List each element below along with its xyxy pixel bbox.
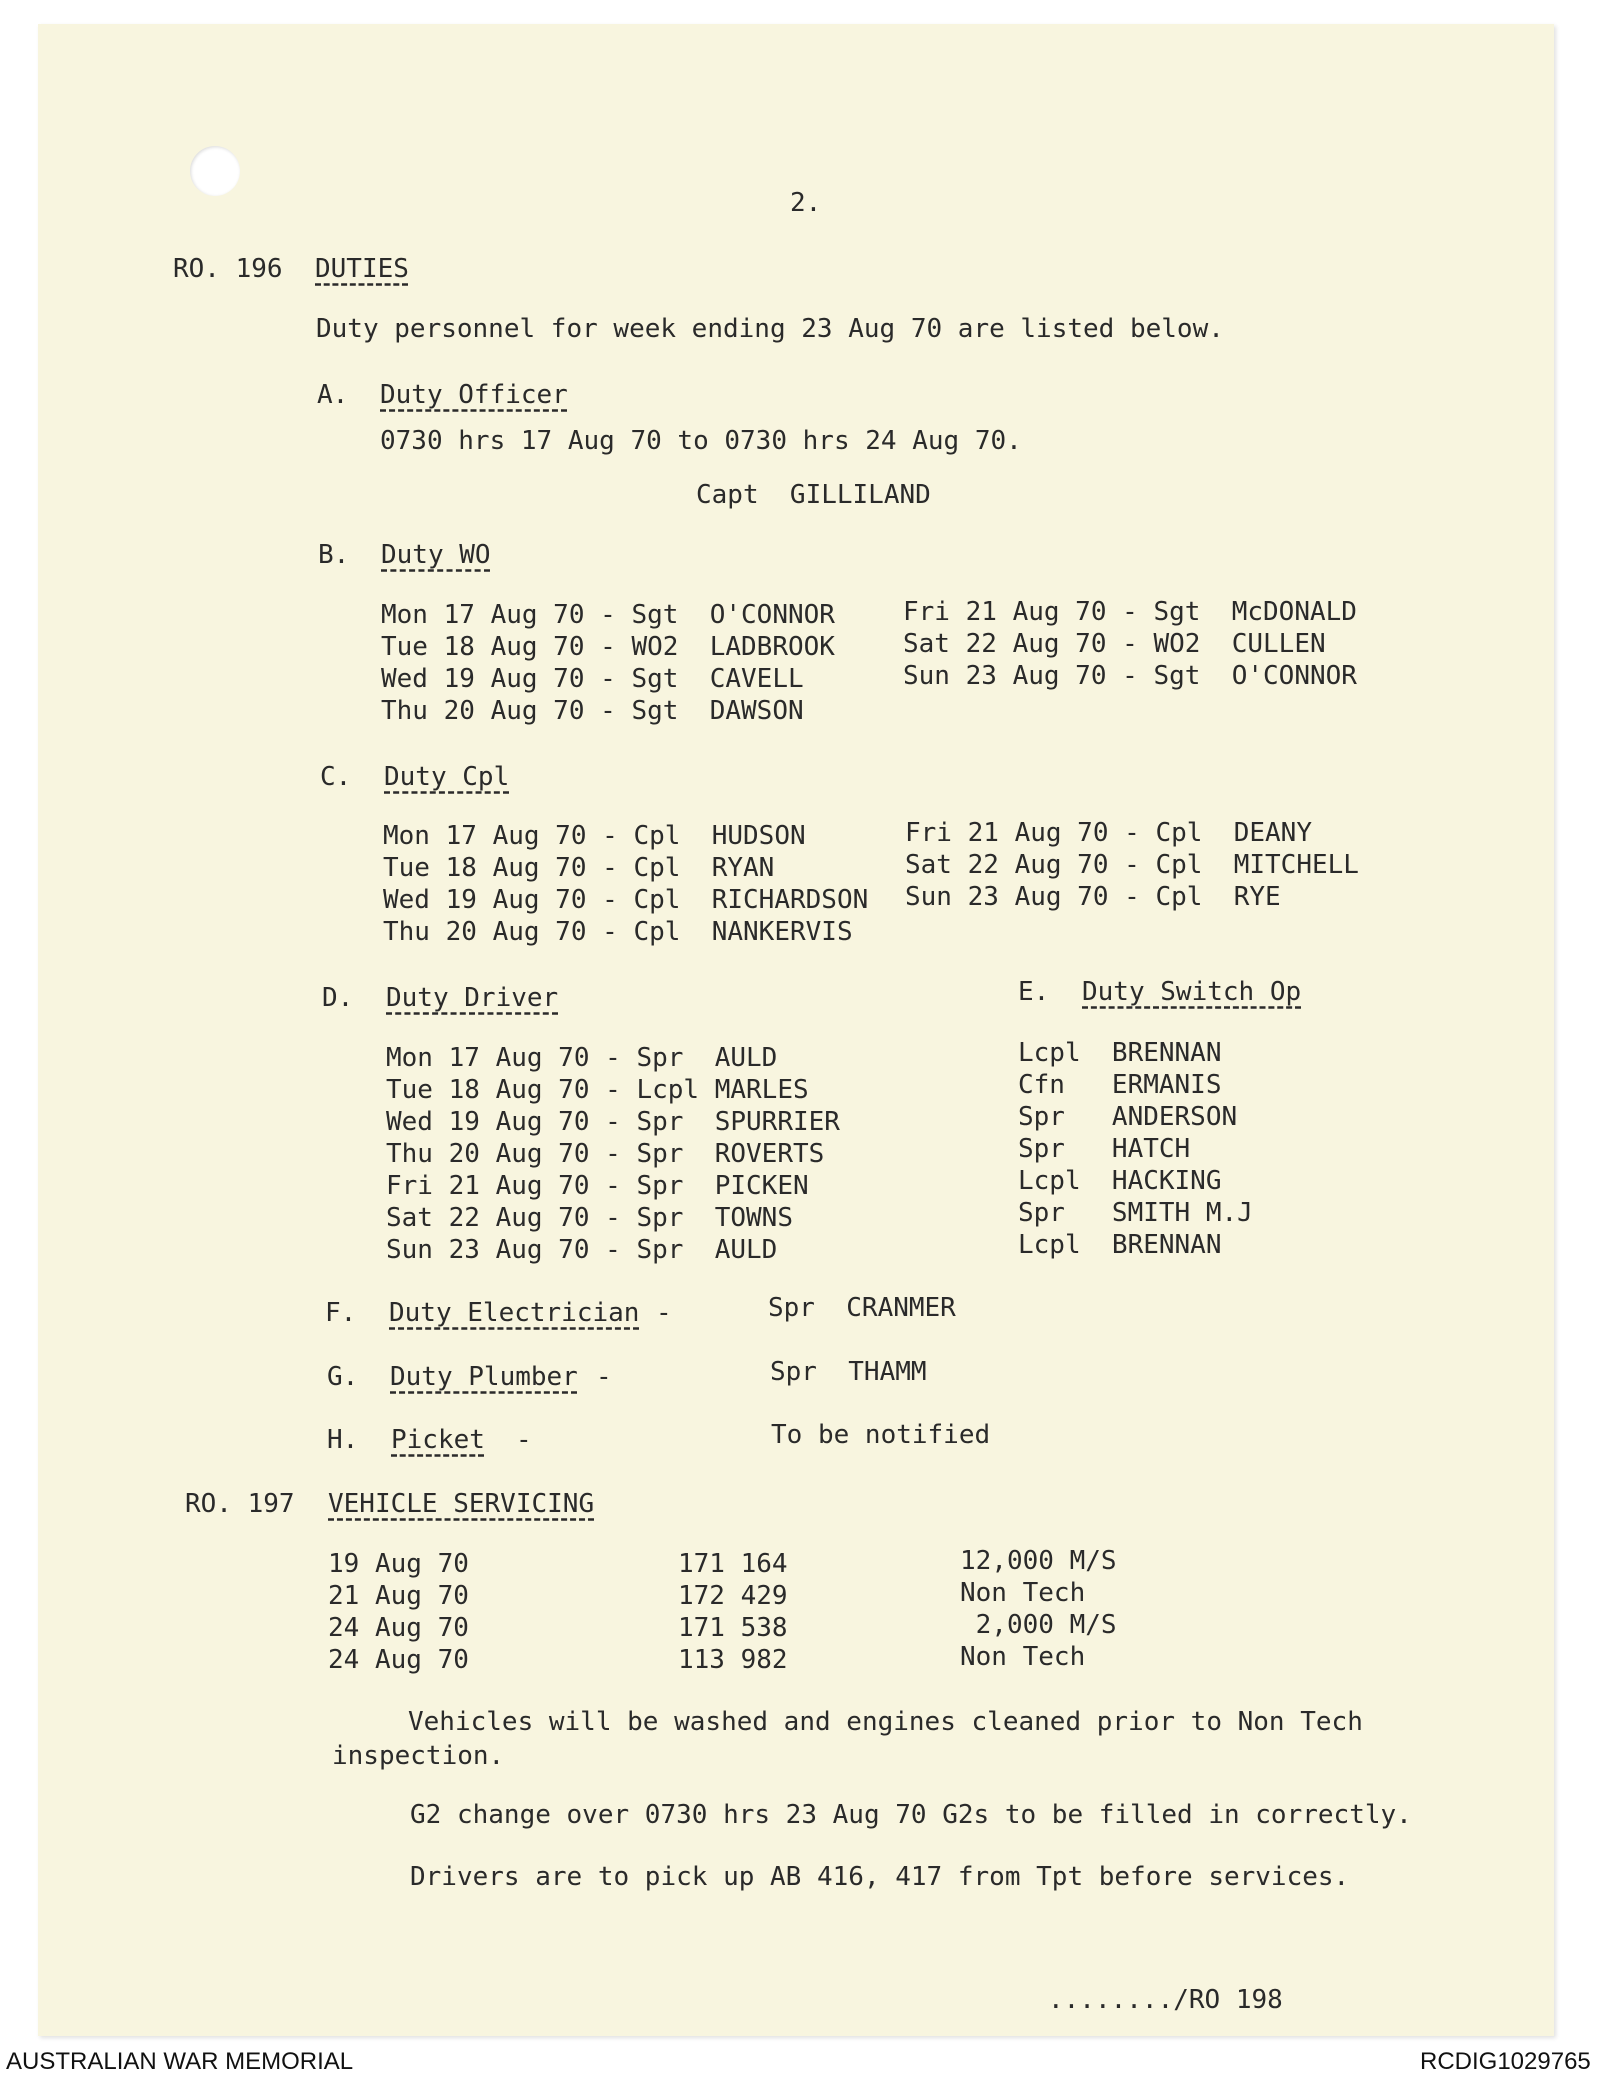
service-date: 19 Aug 70 xyxy=(328,1549,469,1579)
punch-hole xyxy=(190,146,240,196)
duty-wo-row: Thu 20 Aug 70 - Sgt DAWSON xyxy=(381,696,804,726)
duty-wo-row: Tue 18 Aug 70 - WO2 LADBROOK xyxy=(381,632,835,662)
section-f-dash: - xyxy=(656,1298,672,1328)
service-date: 24 Aug 70 xyxy=(328,1613,469,1643)
duty-switch-op-row: Spr ANDERSON xyxy=(1018,1102,1238,1132)
duty-wo-row: Mon 17 Aug 70 - Sgt O'CONNOR xyxy=(381,600,835,630)
ro196-title: DUTIES xyxy=(315,254,409,284)
section-d-heading: Duty Driver xyxy=(386,983,559,1013)
section-b-heading: Duty WO xyxy=(381,540,491,570)
service-type: 12,000 M/S xyxy=(960,1546,1117,1576)
duty-wo-row: Wed 19 Aug 70 - Sgt CAVELL xyxy=(381,664,804,694)
duty-driver-row: Sun 23 Aug 70 - Spr AULD xyxy=(386,1235,778,1265)
vehicle-para-1-line-1: Vehicles will be washed and engines cleaned prior to Non Tech xyxy=(408,1707,1363,1737)
service-vehicle: 171 164 xyxy=(678,1549,788,1579)
duty-officer-name: Capt GILLILAND xyxy=(696,480,931,510)
ro197-number: RO. 197 xyxy=(185,1489,295,1519)
duty-switch-op-row: Spr SMITH M.J xyxy=(1018,1198,1253,1228)
service-vehicle: 172 429 xyxy=(678,1581,788,1611)
duty-driver-row: Wed 19 Aug 70 - Spr SPURRIER xyxy=(386,1107,840,1137)
vehicle-para-1-line-2: inspection. xyxy=(332,1741,505,1771)
duty-plumber-name: Spr THAMM xyxy=(770,1357,927,1387)
duty-cpl-row: Wed 19 Aug 70 - Cpl RICHARDSON xyxy=(383,885,869,915)
duty-cpl-row: Fri 21 Aug 70 - Cpl DEANY xyxy=(905,818,1312,848)
page-number: 2. xyxy=(790,188,822,218)
service-type: 2,000 M/S xyxy=(960,1610,1117,1640)
duty-officer-period: 0730 hrs 17 Aug 70 to 0730 hrs 24 Aug 70. xyxy=(380,426,1022,456)
section-e-heading: Duty Switch Op xyxy=(1082,977,1302,1007)
section-g-letter: G. xyxy=(327,1362,359,1392)
section-c-letter: C. xyxy=(320,762,352,792)
duty-driver-row: Mon 17 Aug 70 - Spr AULD xyxy=(386,1043,778,1073)
duty-driver-row: Fri 21 Aug 70 - Spr PICKEN xyxy=(386,1171,809,1201)
duty-electrician-name: Spr CRANMER xyxy=(768,1293,956,1323)
duty-wo-row: Fri 21 Aug 70 - Sgt McDONALD xyxy=(903,597,1357,627)
service-date: 21 Aug 70 xyxy=(328,1581,469,1611)
footer-archive-name: AUSTRALIAN WAR MEMORIAL xyxy=(6,2048,354,2075)
section-a-heading: Duty Officer xyxy=(380,380,568,410)
duty-cpl-row: Tue 18 Aug 70 - Cpl RYAN xyxy=(383,853,775,883)
duty-cpl-row: Sat 22 Aug 70 - Cpl MITCHELL xyxy=(905,850,1359,880)
ro196-intro: Duty personnel for week ending 23 Aug 70 are listed below. xyxy=(316,314,1224,344)
duty-driver-row: Sat 22 Aug 70 - Spr TOWNS xyxy=(386,1203,793,1233)
duty-cpl-row: Thu 20 Aug 70 - Cpl NANKERVIS xyxy=(383,917,853,947)
service-type: Non Tech xyxy=(960,1642,1086,1672)
section-h-dash: - xyxy=(516,1425,532,1455)
ro197-title: VEHICLE SERVICING xyxy=(328,1489,595,1519)
duty-driver-row: Thu 20 Aug 70 - Spr ROVERTS xyxy=(386,1139,825,1169)
section-g-dash: - xyxy=(596,1362,612,1392)
service-vehicle: 171 538 xyxy=(678,1613,788,1643)
section-a-letter: A. xyxy=(317,380,349,410)
section-b-letter: B. xyxy=(318,540,350,570)
picket-value: To be notified xyxy=(771,1420,991,1450)
duty-switch-op-row: Cfn ERMANIS xyxy=(1018,1070,1222,1100)
service-date: 24 Aug 70 xyxy=(328,1645,469,1675)
duty-switch-op-row: Lcpl HACKING xyxy=(1018,1166,1222,1196)
duty-cpl-row: Mon 17 Aug 70 - Cpl HUDSON xyxy=(383,821,806,851)
section-h-heading: Picket xyxy=(391,1425,485,1455)
section-g-heading: Duty Plumber xyxy=(390,1362,578,1392)
duty-driver-row: Tue 18 Aug 70 - Lcpl MARLES xyxy=(386,1075,809,1105)
section-d-letter: D. xyxy=(322,983,354,1013)
duty-wo-row: Sun 23 Aug 70 - Sgt O'CONNOR xyxy=(903,661,1357,691)
duty-switch-op-row: Lcpl BRENNAN xyxy=(1018,1038,1222,1068)
section-h-letter: H. xyxy=(327,1425,359,1455)
duty-wo-row: Sat 22 Aug 70 - WO2 CULLEN xyxy=(903,629,1326,659)
section-f-heading: Duty Electrician xyxy=(389,1298,640,1328)
section-c-heading: Duty Cpl xyxy=(384,762,510,792)
vehicle-para-3: Drivers are to pick up AB 416, 417 from Tpt before services. xyxy=(410,1862,1350,1892)
service-type: Non Tech xyxy=(960,1578,1086,1608)
section-e-letter: E. xyxy=(1018,977,1050,1007)
ro196-number: RO. 196 xyxy=(173,254,283,284)
continuation-note: ......../RO 198 xyxy=(1048,1985,1283,2015)
duty-switch-op-row: Lcpl BRENNAN xyxy=(1018,1230,1222,1260)
duty-switch-op-row: Spr HATCH xyxy=(1018,1134,1191,1164)
footer-record-id: RCDIG1029765 xyxy=(1420,2048,1591,2075)
vehicle-para-2: G2 change over 0730 hrs 23 Aug 70 G2s to be filled in correctly. xyxy=(410,1800,1412,1830)
service-vehicle: 113 982 xyxy=(678,1645,788,1675)
duty-cpl-row: Sun 23 Aug 70 - Cpl RYE xyxy=(905,882,1281,912)
section-f-letter: F. xyxy=(325,1298,357,1328)
